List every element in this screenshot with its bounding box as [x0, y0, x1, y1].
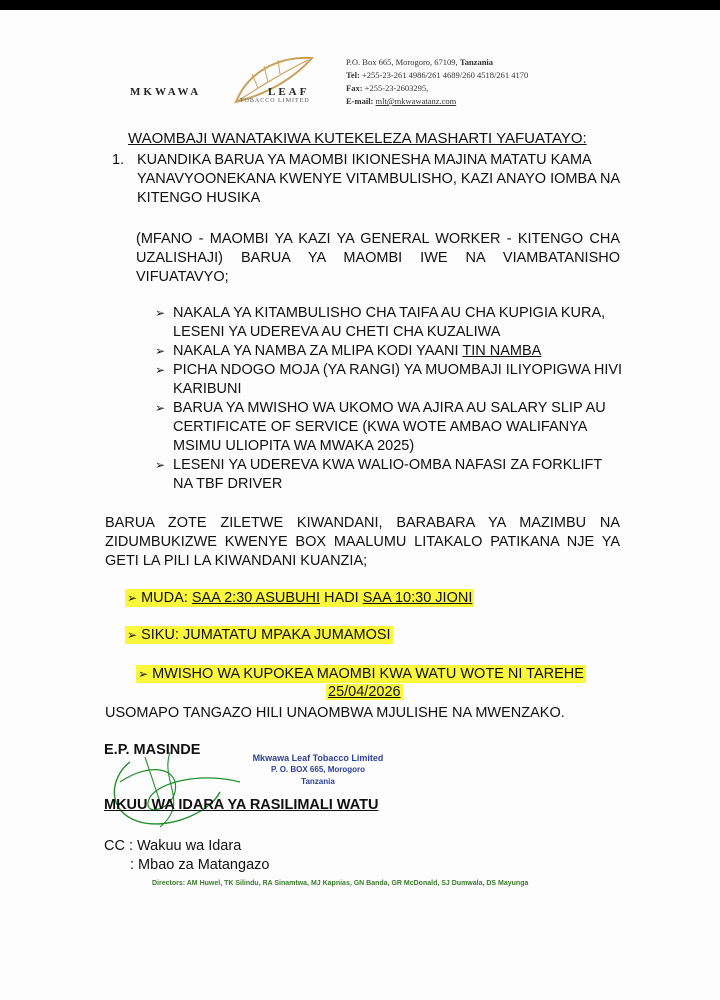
- cc-line-1: CC : Wakuu wa Idara: [104, 838, 242, 854]
- arrow-right-icon: ➢: [155, 344, 166, 358]
- company-name-right: LEAF: [268, 86, 310, 98]
- cc-line-2: : Mbao za Matangazo: [130, 857, 270, 873]
- example-paragraph: (MFANO - MAOMBI YA KAZI YA GENERAL WORKER - KITENGO CHA UZALISHAJI) BARUA YA MAOMBI IWE NA VIAMBATANISHO VIFUATAVYO;: [136, 231, 620, 285]
- address: P.O. Box 665, Morogoro, 67109,: [346, 57, 458, 67]
- arrow-right-icon: ➢: [155, 458, 166, 472]
- muda-line: ➢ MUDA: SAA 2:30 ASUBUHI HADI SAA 10:30 JIONI: [127, 590, 473, 606]
- company-name-left: MKWAWA: [130, 86, 202, 98]
- signatory-title: MKUU WA IDARA YA RASILIMALI WATU: [104, 797, 379, 813]
- tel-label: Tel:: [346, 70, 360, 80]
- signature-mark: [100, 742, 260, 837]
- deadline-line: ➢ MWISHO WA KUPOKEA MAOMBI KWA WATU WOTE NI TAREHE: [138, 666, 584, 682]
- delivery-paragraph: BARUA ZOTE ZILETWE KIWANDANI, BARABARA YA MAZIMBU NA ZIDUMBUKIZWE KWENYE BOX MAALUMU LITAKALO PATIKANA NJE YA GETI LA PILI LA KIWANDANI KUANZIA;: [105, 515, 620, 569]
- tel: +255-23-261 4986/261 4689/260 4518/261 4170: [361, 70, 529, 80]
- company-subtitle: TOBACCO LIMITED: [240, 98, 310, 104]
- signatory-name: E.P. MASINDE: [104, 742, 201, 758]
- tin-namba: TIN NAMBA: [462, 343, 542, 359]
- fax-label: Fax:: [346, 83, 363, 93]
- top-bar: [0, 0, 720, 10]
- country: Tanzania: [459, 57, 494, 67]
- contact-block: [346, 56, 528, 108]
- item-text: KUANDIKA BARUA YA MAOMBI IKIONESHA MAJINA MATATU KAMA YANAVYOONEKANA KWENYE VITAMBULISHO, KAZI ANAYO IOMBA NA KITENGO HUSIKA: [137, 152, 620, 206]
- email[interactable]: mlt@mkwawatanz.com: [375, 96, 457, 106]
- email-label: E-mail:: [346, 96, 374, 106]
- company-stamp: Mkwawa Leaf Tobacco Limited P. O. BOX 665, Morogoro Tanzania: [252, 753, 384, 786]
- arrow-right-icon: ➢: [155, 401, 166, 415]
- requirements-heading: WAOMBAJI WANATAKIWA KUTEKELEZA MASHARTI YAFUATAYO:: [128, 130, 587, 147]
- arrow-right-icon: ➢: [155, 363, 166, 377]
- deadline-date: 25/04/2026: [328, 684, 401, 700]
- arrow-right-icon: ➢: [127, 591, 138, 605]
- share-notice: USOMAPO TANGAZO HILI UNAOMBWA MJULISHE NA MWENZAKO.: [105, 705, 565, 721]
- arrow-right-icon: ➢: [127, 628, 138, 642]
- directors-footer: Directors: AM Huwel, TK Silindu, RA Sinamtwa, MJ Kapnias, GN Banda, GR McDonald, SJ Dumwala, DS Mayunga: [152, 880, 529, 887]
- fax: +255-23-2603295,: [364, 83, 429, 93]
- arrow-right-icon: ➢: [155, 306, 166, 320]
- siku-line: ➢ SIKU: JUMATATU MPAKA JUMAMOSI: [127, 627, 391, 643]
- item-number: 1.: [112, 152, 125, 168]
- arrow-right-icon: ➢: [138, 667, 149, 681]
